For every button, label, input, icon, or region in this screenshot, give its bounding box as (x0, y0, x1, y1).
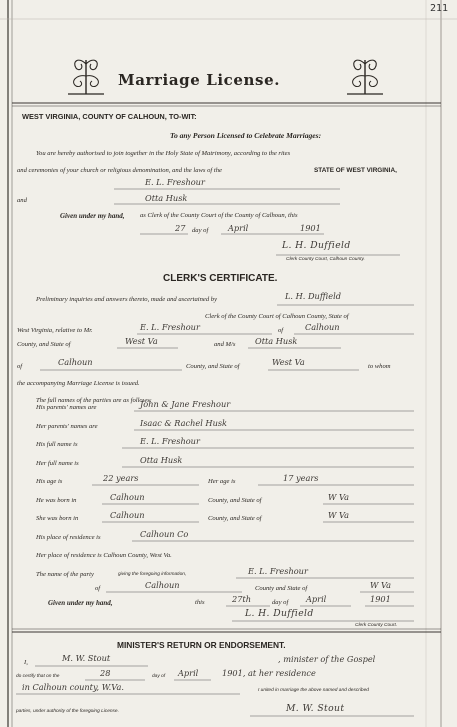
party-handwritten: E. L. Freshour (248, 566, 308, 576)
cert-month-handwritten: April (178, 668, 199, 678)
party-of-label: of (95, 585, 101, 592)
license-day-handwritten: 27 (175, 223, 186, 233)
she-born-handwritten: Calhoun (110, 510, 145, 520)
party-state-handwritten: W Va (370, 580, 392, 590)
clerk-caption-1: Clerk County Court, Calhoun County. (286, 257, 365, 262)
her-parents-handwritten: Isaac & Rachel Husk (140, 418, 228, 428)
minister-signature: M. W. Stout (286, 703, 345, 714)
his-parents-handwritten: John & Jane Freshour (140, 399, 231, 409)
given-line-1-rest: as Clerk of the County Court of the County of Calhoun, this (140, 212, 298, 219)
clerk-caption-2: Clerk County Court. (355, 623, 398, 628)
and-miss-text: and M/s (214, 341, 236, 348)
his-age-handwritten: 22 years (103, 473, 139, 483)
i-label: I, (24, 659, 28, 666)
county-state-label-he: County, and State of (208, 497, 262, 504)
he-born-handwritten: Calhoun (110, 492, 145, 502)
party-giving-label: giving the foregoing information, (118, 572, 187, 577)
given-under-hand-2: Given under my hand, (48, 599, 113, 607)
to-whom-text: to whom (368, 363, 391, 370)
her-parents-label: Her parents' names are (36, 423, 98, 430)
cert-day-of: day of (152, 674, 166, 679)
his-full-handwritten: E. L. Freshour (140, 436, 200, 446)
county-state-text: County, and State of (17, 341, 71, 348)
clerk-of-text: Clerk of the County Court of Calhoun County, State of (205, 313, 349, 320)
party-of-handwritten: Calhoun (145, 580, 180, 590)
day-of-label-2: day of (272, 599, 289, 606)
he-born-label: He was born in (36, 497, 77, 504)
license-month-handwritten: April (228, 223, 249, 233)
of-label-2: of (17, 363, 23, 370)
document-title: Marriage License. (118, 71, 281, 89)
wv-relative-text: West Virginia, relative to Mr. (17, 327, 93, 334)
this-label: this (195, 599, 205, 606)
prelim-text: Preliminary inquiries and answers thereto, made and ascertained by (36, 296, 217, 303)
groom-name-handwritten: E. L. Freshour (145, 177, 205, 187)
cert-year-handwritten-2: 1901 (370, 594, 391, 604)
cert-month-handwritten-2: April (306, 594, 327, 604)
minister-title-handwritten: , minister of the Gospel (278, 654, 376, 664)
of-label: of (278, 327, 284, 334)
given-under-hand-1: Given under my hand, (60, 212, 125, 220)
his-residence-label: His place of residence is (36, 534, 101, 541)
certify-text: do certify that on the (16, 674, 60, 679)
cert-place-handwritten: in Calhoun county, W.Va. (22, 682, 124, 692)
her-age-label: Her age is (208, 478, 236, 485)
her-age-handwritten: 17 years (283, 473, 319, 483)
mr-state-handwritten: West Va (125, 336, 158, 346)
to-any-person-heading: To any Person Licensed to Celebrate Marriages: (170, 131, 322, 140)
left-flourish-icon (66, 52, 106, 96)
mr-of-handwritten: Calhoun (305, 322, 340, 332)
state-header: WEST VIRGINIA, COUNTY OF CALHOUN, TO-WIT: (22, 112, 197, 121)
miss-state-handwritten: West Va (272, 357, 305, 367)
his-full-label: His full name is (36, 441, 78, 448)
full-names-text: The full names of the parties are as follows: (36, 397, 152, 404)
authorization-state: STATE OF WEST VIRGINIA, (314, 167, 397, 174)
minister-title: MINISTER'S RETURN OR ENDORSEMENT. (117, 640, 286, 650)
county-state-label-she: County, and State of (208, 515, 262, 522)
his-residence-handwritten: Calhoun Co (140, 529, 189, 539)
his-parents-label: His parents' names are (36, 404, 97, 411)
cert-year-handwritten: 1901, at her residence (222, 668, 316, 678)
parties-text: parties, under authority of the foregoing License. (16, 709, 119, 714)
he-state-handwritten: W Va (328, 492, 350, 502)
prelim-by-handwritten: L. H. Duffield (285, 291, 341, 301)
miss-name-handwritten: Otta Husk (255, 336, 298, 346)
she-born-label: She was born in (36, 515, 79, 522)
minister-name-handwritten: M. W. Stout (62, 653, 111, 663)
county-state-text-2: County, and State of (186, 363, 240, 370)
bride-name-handwritten: Otta Husk (145, 193, 188, 203)
accompanying-text: the accompanying Marriage License is issued. (17, 380, 140, 387)
mr-name-handwritten: E. L. Freshour (140, 322, 200, 332)
miss-of-handwritten: Calhoun (58, 357, 93, 367)
right-flourish-icon (345, 52, 385, 96)
her-full-label: Her full name is (36, 460, 79, 467)
her-residence-text: Her place of residence is Calhoun County, West Va. (36, 552, 172, 559)
county-and-state-label: County and State of (255, 585, 308, 592)
cert-day-handwritten: 28 (100, 668, 111, 678)
she-state-handwritten: W Va (328, 510, 350, 520)
party-name-label: The name of the party (36, 571, 94, 578)
clerk-signature-2: L. H. Duffield (245, 608, 314, 619)
authorization-line-1: You are hereby authorised to join together in the Holy State of Matrimony, according to the rites (36, 150, 291, 157)
her-full-handwritten: Otta Husk (140, 455, 183, 465)
clerk-certificate-title: CLERK'S CERTIFICATE. (163, 273, 278, 284)
his-age-label: His age is (36, 478, 63, 485)
united-text: I united in marriage the above named and described (258, 688, 369, 693)
cert-day-handwritten-2: 27th (232, 594, 251, 604)
day-of-label: day of (192, 227, 209, 234)
authorization-line-2: and ceremonies of your church or religious denomination, and the laws of the (17, 167, 222, 174)
clerk-signature-1: L. H. Duffield (282, 240, 351, 251)
page-number: 211 (430, 3, 449, 14)
and-label: and (17, 197, 27, 204)
license-year-handwritten: 1901 (300, 223, 321, 233)
